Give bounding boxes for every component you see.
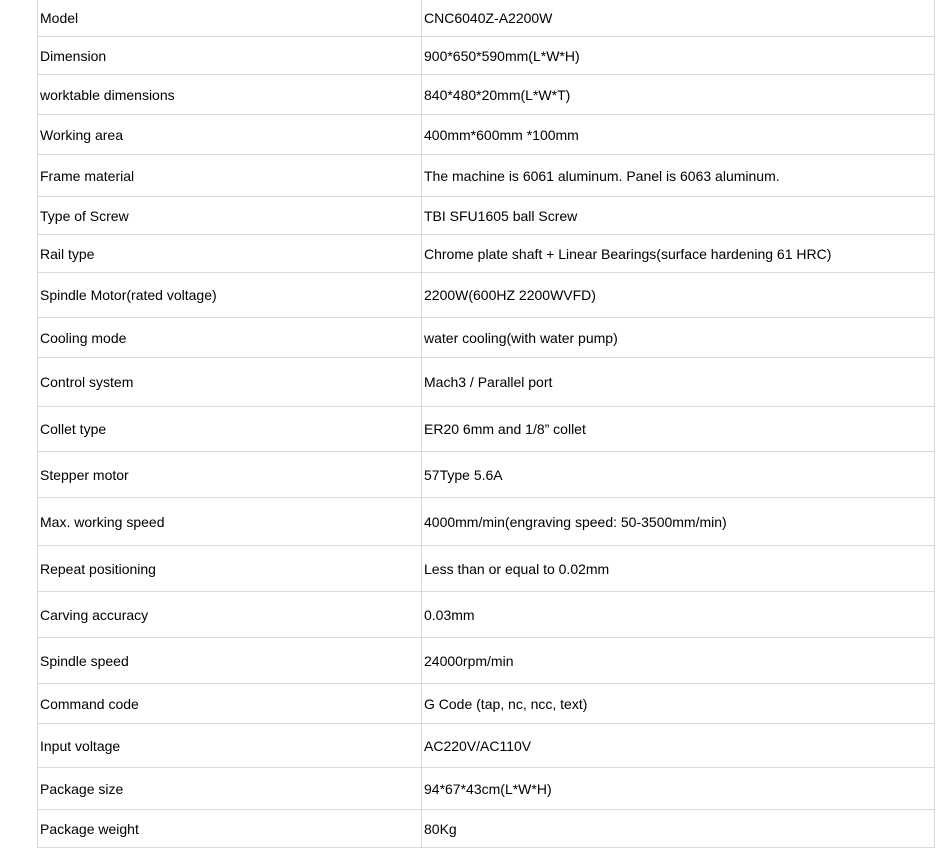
spec-label: Carving accuracy — [38, 592, 422, 638]
spec-label: Package weight — [38, 810, 422, 848]
table-row — [38, 546, 935, 592]
spec-label: Frame material — [38, 155, 422, 197]
spec-value: 80Kg — [422, 810, 935, 848]
spec-value: ER20 6mm and 1/8” collet — [422, 407, 935, 452]
spec-value: 400mm*600mm *100mm — [422, 115, 935, 155]
specifications-table — [37, 0, 935, 848]
table-row — [38, 155, 935, 197]
spec-value: G Code (tap, nc, ncc, text) — [422, 684, 935, 724]
table-row — [38, 235, 935, 273]
spec-label: Max. working speed — [38, 498, 422, 546]
spec-value: The machine is 6061 aluminum. Panel is 6063 aluminum. — [422, 155, 935, 197]
spec-value: Less than or equal to 0.02mm — [422, 546, 935, 592]
spec-label: Rail type — [38, 235, 422, 273]
table-row — [38, 0, 935, 37]
table-row — [38, 810, 935, 848]
spec-value: 840*480*20mm(L*W*T) — [422, 75, 935, 115]
table-row — [38, 638, 935, 684]
spec-label: Stepper motor — [38, 452, 422, 498]
spec-value: 0.03mm — [422, 592, 935, 638]
spec-label: Control system — [38, 358, 422, 407]
spec-label: Package size — [38, 768, 422, 810]
table-row — [38, 318, 935, 358]
table-row — [38, 592, 935, 638]
spec-value: CNC6040Z-A2200W — [422, 0, 935, 37]
spec-label: Spindle Motor(rated voltage) — [38, 273, 422, 318]
table-row — [38, 197, 935, 235]
spec-label: Dimension — [38, 37, 422, 75]
spec-label: worktable dimensions — [38, 75, 422, 115]
table-row — [38, 115, 935, 155]
spec-label: Model — [38, 0, 422, 37]
table-row — [38, 452, 935, 498]
spec-label: Cooling mode — [38, 318, 422, 358]
spec-value: 57Type 5.6A — [422, 452, 935, 498]
spec-value: AC220V/AC110V — [422, 724, 935, 768]
spec-label: Input voltage — [38, 724, 422, 768]
table-row — [38, 684, 935, 724]
table-row — [38, 75, 935, 115]
spec-value: Mach3 / Parallel port — [422, 358, 935, 407]
spec-value: 94*67*43cm(L*W*H) — [422, 768, 935, 810]
table-row — [38, 358, 935, 407]
spec-value: Chrome plate shaft + Linear Bearings(surface hardening 61 HRC) — [422, 235, 935, 273]
spec-value: water cooling(with water pump) — [422, 318, 935, 358]
spec-value: 2200W(600HZ 2200WVFD) — [422, 273, 935, 318]
table-row — [38, 273, 935, 318]
table-row — [38, 407, 935, 452]
spec-value: 24000rpm/min — [422, 638, 935, 684]
spec-value: TBI SFU1605 ball Screw — [422, 197, 935, 235]
spec-label: Spindle speed — [38, 638, 422, 684]
spec-label: Working area — [38, 115, 422, 155]
table-row — [38, 498, 935, 546]
spec-value: 900*650*590mm(L*W*H) — [422, 37, 935, 75]
table-row — [38, 768, 935, 810]
spec-label: Type of Screw — [38, 197, 422, 235]
spec-label: Repeat positioning — [38, 546, 422, 592]
spec-label: Collet type — [38, 407, 422, 452]
table-row — [38, 37, 935, 75]
table-row — [38, 724, 935, 768]
spec-value: 4000mm/min(engraving speed: 50-3500mm/min) — [422, 498, 935, 546]
spec-label: Command code — [38, 684, 422, 724]
